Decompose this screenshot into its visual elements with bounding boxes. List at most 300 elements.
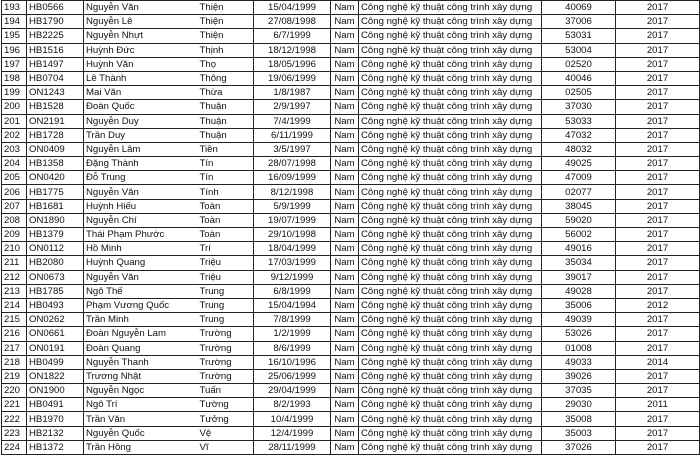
gender-cell: Nam <box>331 412 359 426</box>
major-cell: Công nghệ kỹ thuật công trình xây dựng <box>359 369 542 383</box>
code-cell: 53004 <box>542 43 616 57</box>
birth-date-cell: 19/07/1999 <box>254 213 331 227</box>
code-cell: 02520 <box>542 57 616 71</box>
row-number-cell: 206 <box>2 185 27 199</box>
surname-cell: Thái Phạm Phước <box>84 228 198 242</box>
given-name-cell: Trung <box>198 284 254 298</box>
surname-cell: Đoàn Nguyễn Lam <box>84 327 198 341</box>
year-cell: 2017 <box>616 199 700 213</box>
birth-date-cell: 16/09/1999 <box>254 171 331 185</box>
surname-cell: Nguyễn Văn <box>84 270 198 284</box>
row-number-cell: 209 <box>2 228 27 242</box>
surname-cell: Nguyễn Văn <box>84 1 198 15</box>
year-cell: 2017 <box>616 185 700 199</box>
given-name-cell: Thiện <box>198 15 254 29</box>
surname-cell: Đỗ Trung <box>84 171 198 185</box>
student-id-cell: HB0499 <box>27 355 84 369</box>
surname-cell: Huỳnh Đức <box>84 43 198 57</box>
row-number-cell: 212 <box>2 270 27 284</box>
birth-date-cell: 6/8/1999 <box>254 284 331 298</box>
code-cell: 39017 <box>542 270 616 284</box>
gender-cell: Nam <box>331 171 359 185</box>
major-cell: Công nghệ kỹ thuật công trình xây dựng <box>359 29 542 43</box>
gender-cell: Nam <box>331 398 359 412</box>
code-cell: 40046 <box>542 71 616 85</box>
gender-cell: Nam <box>331 100 359 114</box>
birth-date-cell: 1/8/1987 <box>254 86 331 100</box>
table-row <box>2 412 700 426</box>
gender-cell: Nam <box>331 86 359 100</box>
table-row <box>2 213 700 227</box>
student-id-cell: ON0262 <box>27 313 84 327</box>
birth-date-cell: 1/2/1999 <box>254 327 331 341</box>
row-number-cell: 194 <box>2 15 27 29</box>
table-row <box>2 327 700 341</box>
table-row <box>2 228 700 242</box>
given-name-cell: Trung <box>198 313 254 327</box>
table-row <box>2 100 700 114</box>
gender-cell: Nam <box>331 426 359 440</box>
code-cell: 49028 <box>542 284 616 298</box>
gender-cell: Nam <box>331 29 359 43</box>
row-number-cell: 216 <box>2 327 27 341</box>
year-cell: 2017 <box>616 43 700 57</box>
row-number-cell: 220 <box>2 384 27 398</box>
row-number-cell: 221 <box>2 398 27 412</box>
birth-date-cell: 8/2/1993 <box>254 398 331 412</box>
year-cell: 2017 <box>616 228 700 242</box>
year-cell: 2017 <box>616 440 700 454</box>
gender-cell: Nam <box>331 298 359 312</box>
row-number-cell: 205 <box>2 171 27 185</box>
birth-date-cell: 29/04/1999 <box>254 384 331 398</box>
row-number-cell: 198 <box>2 71 27 85</box>
year-cell: 2011 <box>616 398 700 412</box>
student-id-cell: ON1243 <box>27 86 84 100</box>
gender-cell: Nam <box>331 284 359 298</box>
year-cell: 2017 <box>616 1 700 15</box>
birth-date-cell: 6/11/1999 <box>254 128 331 142</box>
major-cell: Công nghệ kỹ thuật công trình xây dựng <box>359 1 542 15</box>
table-row <box>2 298 700 312</box>
surname-cell: Nguyễn Thanh <box>84 355 198 369</box>
major-cell: Công nghệ kỹ thuật công trình xây dựng <box>359 157 542 171</box>
surname-cell: Trần Minh <box>84 313 198 327</box>
student-id-cell: HB1785 <box>27 284 84 298</box>
surname-cell: Nguyễn Ngọc <box>84 384 198 398</box>
code-cell: 59020 <box>542 213 616 227</box>
given-name-cell: Thọ <box>198 57 254 71</box>
row-number-cell: 197 <box>2 57 27 71</box>
student-id-cell: HB0566 <box>27 1 84 15</box>
major-cell: Công nghệ kỹ thuật công trình xây dựng <box>359 270 542 284</box>
year-cell: 2017 <box>616 256 700 270</box>
student-id-cell: HB1728 <box>27 128 84 142</box>
major-cell: Công nghệ kỹ thuật công trình xây dựng <box>359 199 542 213</box>
surname-cell: Nguyễn Quốc <box>84 426 198 440</box>
code-cell: 37026 <box>542 440 616 454</box>
given-name-cell: Vệ <box>198 426 254 440</box>
major-cell: Công nghệ kỹ thuật công trình xây dựng <box>359 86 542 100</box>
code-cell: 40069 <box>542 1 616 15</box>
major-cell: Công nghệ kỹ thuật công trình xây dựng <box>359 57 542 71</box>
gender-cell: Nam <box>331 355 359 369</box>
year-cell: 2017 <box>616 71 700 85</box>
birth-date-cell: 17/03/1999 <box>254 256 331 270</box>
row-number-cell: 217 <box>2 341 27 355</box>
given-name-cell: Tín <box>198 171 254 185</box>
birth-date-cell: 29/10/1998 <box>254 228 331 242</box>
year-cell: 2017 <box>616 426 700 440</box>
major-cell: Công nghệ kỹ thuật công trình xây dựng <box>359 412 542 426</box>
given-name-cell: Tín <box>198 157 254 171</box>
gender-cell: Nam <box>331 114 359 128</box>
year-cell: 2017 <box>616 384 700 398</box>
given-name-cell: Tưởng <box>198 412 254 426</box>
table-row <box>2 86 700 100</box>
major-cell: Công nghệ kỹ thuật công trình xây dựng <box>359 313 542 327</box>
student-id-cell: HB1528 <box>27 100 84 114</box>
row-number-cell: 213 <box>2 284 27 298</box>
code-cell: 49016 <box>542 242 616 256</box>
birth-date-cell: 12/4/1999 <box>254 426 331 440</box>
table-row <box>2 71 700 85</box>
code-cell: 02505 <box>542 86 616 100</box>
table-row <box>2 199 700 213</box>
student-id-cell: ON0661 <box>27 327 84 341</box>
major-cell: Công nghệ kỹ thuật công trình xây dựng <box>359 384 542 398</box>
table-row <box>2 313 700 327</box>
surname-cell: Ngô Thế <box>84 284 198 298</box>
student-id-cell: ON0673 <box>27 270 84 284</box>
student-id-cell: HB1379 <box>27 228 84 242</box>
student-id-cell: ON0409 <box>27 142 84 156</box>
birth-date-cell: 7/4/1999 <box>254 114 331 128</box>
row-number-cell: 203 <box>2 142 27 156</box>
gender-cell: Nam <box>331 1 359 15</box>
given-name-cell: Tuấn <box>198 384 254 398</box>
student-id-cell: HB1372 <box>27 440 84 454</box>
code-cell: 35006 <box>542 298 616 312</box>
code-cell: 49025 <box>542 157 616 171</box>
code-cell: 53033 <box>542 114 616 128</box>
student-id-cell: HB1516 <box>27 43 84 57</box>
birth-date-cell: 15/04/1994 <box>254 298 331 312</box>
given-name-cell: Thiện <box>198 1 254 15</box>
given-name-cell: Thuận <box>198 100 254 114</box>
major-cell: Công nghệ kỹ thuật công trình xây dựng <box>359 142 542 156</box>
year-cell: 2017 <box>616 157 700 171</box>
code-cell: 49033 <box>542 355 616 369</box>
major-cell: Công nghệ kỹ thuật công trình xây dựng <box>359 213 542 227</box>
year-cell: 2017 <box>616 142 700 156</box>
given-name-cell: Vĩ <box>198 440 254 454</box>
table-row <box>2 185 700 199</box>
row-number-cell: 215 <box>2 313 27 327</box>
surname-cell: Phạm Vương Quốc <box>84 298 198 312</box>
given-name-cell: Thịnh <box>198 43 254 57</box>
gender-cell: Nam <box>331 270 359 284</box>
code-cell: 47009 <box>542 171 616 185</box>
row-number-cell: 208 <box>2 213 27 227</box>
birth-date-cell: 9/12/1999 <box>254 270 331 284</box>
surname-cell: Đoàn Quốc <box>84 100 198 114</box>
table-row <box>2 157 700 171</box>
row-number-cell: 193 <box>2 1 27 15</box>
given-name-cell: Toàn <box>198 228 254 242</box>
birth-date-cell: 10/4/1999 <box>254 412 331 426</box>
gender-cell: Nam <box>331 57 359 71</box>
birth-date-cell: 2/9/1997 <box>254 100 331 114</box>
year-cell: 2017 <box>616 15 700 29</box>
year-cell: 2017 <box>616 213 700 227</box>
code-cell: 39026 <box>542 369 616 383</box>
birth-date-cell: 7/8/1999 <box>254 313 331 327</box>
major-cell: Công nghệ kỹ thuật công trình xây dựng <box>359 341 542 355</box>
year-cell: 2017 <box>616 327 700 341</box>
year-cell: 2017 <box>616 284 700 298</box>
year-cell: 2017 <box>616 114 700 128</box>
student-id-cell: HB1970 <box>27 412 84 426</box>
surname-cell: Đặng Thành <box>84 157 198 171</box>
student-id-cell: HB1681 <box>27 199 84 213</box>
table-row <box>2 1 700 15</box>
birth-date-cell: 16/10/1996 <box>254 355 331 369</box>
given-name-cell: Toàn <box>198 199 254 213</box>
birth-date-cell: 18/12/1998 <box>254 43 331 57</box>
student-id-cell: HB2225 <box>27 29 84 43</box>
given-name-cell: Trường <box>198 355 254 369</box>
row-number-cell: 218 <box>2 355 27 369</box>
student-id-cell: ON0420 <box>27 171 84 185</box>
gender-cell: Nam <box>331 327 359 341</box>
table-row <box>2 284 700 298</box>
surname-cell: Nguyễn Lâm <box>84 142 198 156</box>
table-row <box>2 57 700 71</box>
table-row <box>2 398 700 412</box>
student-id-cell: HB0491 <box>27 398 84 412</box>
major-cell: Công nghệ kỹ thuật công trình xây dựng <box>359 114 542 128</box>
birth-date-cell: 5/9/1999 <box>254 199 331 213</box>
year-cell: 2017 <box>616 412 700 426</box>
student-id-cell: HB1790 <box>27 15 84 29</box>
gender-cell: Nam <box>331 369 359 383</box>
code-cell: 37006 <box>542 15 616 29</box>
surname-cell: Trần Văn <box>84 412 198 426</box>
table-row <box>2 426 700 440</box>
gender-cell: Nam <box>331 142 359 156</box>
surname-cell: Lê Thành <box>84 71 198 85</box>
table-row <box>2 43 700 57</box>
row-number-cell: 199 <box>2 86 27 100</box>
table-row <box>2 341 700 355</box>
major-cell: Công nghệ kỹ thuật công trình xây dựng <box>359 228 542 242</box>
surname-cell: Mai Văn <box>84 86 198 100</box>
student-id-cell: ON2191 <box>27 114 84 128</box>
row-number-cell: 224 <box>2 440 27 454</box>
given-name-cell: Thừa <box>198 86 254 100</box>
given-name-cell: Thông <box>198 71 254 85</box>
year-cell: 2017 <box>616 128 700 142</box>
code-cell: 35003 <box>542 426 616 440</box>
student-id-cell: ON0112 <box>27 242 84 256</box>
gender-cell: Nam <box>331 43 359 57</box>
gender-cell: Nam <box>331 199 359 213</box>
row-number-cell: 204 <box>2 157 27 171</box>
birth-date-cell: 27/08/1998 <box>254 15 331 29</box>
given-name-cell: Trường <box>198 341 254 355</box>
code-cell: 35034 <box>542 256 616 270</box>
major-cell: Công nghệ kỹ thuật công trình xây dựng <box>359 284 542 298</box>
gender-cell: Nam <box>331 242 359 256</box>
major-cell: Công nghệ kỹ thuật công trình xây dựng <box>359 298 542 312</box>
table-row <box>2 270 700 284</box>
given-name-cell: Thiện <box>198 29 254 43</box>
given-name-cell: Thuận <box>198 128 254 142</box>
row-number-cell: 211 <box>2 256 27 270</box>
table-row <box>2 128 700 142</box>
row-number-cell: 195 <box>2 29 27 43</box>
birth-date-cell: 8/12/1998 <box>254 185 331 199</box>
code-cell: 48032 <box>542 142 616 156</box>
gender-cell: Nam <box>331 313 359 327</box>
major-cell: Công nghệ kỹ thuật công trình xây dựng <box>359 128 542 142</box>
gender-cell: Nam <box>331 256 359 270</box>
row-number-cell: 214 <box>2 298 27 312</box>
year-cell: 2017 <box>616 313 700 327</box>
code-cell: 38045 <box>542 199 616 213</box>
code-cell: 37035 <box>542 384 616 398</box>
year-cell: 2017 <box>616 57 700 71</box>
surname-cell: Huỳnh Quang <box>84 256 198 270</box>
year-cell: 2017 <box>616 100 700 114</box>
table-row <box>2 171 700 185</box>
student-id-cell: HB1775 <box>27 185 84 199</box>
gender-cell: Nam <box>331 440 359 454</box>
row-number-cell: 202 <box>2 128 27 142</box>
table-row <box>2 15 700 29</box>
gender-cell: Nam <box>331 384 359 398</box>
code-cell: 35008 <box>542 412 616 426</box>
surname-cell: Trần Duy <box>84 128 198 142</box>
code-cell: 53031 <box>542 29 616 43</box>
gender-cell: Nam <box>331 213 359 227</box>
student-id-cell: HB2132 <box>27 426 84 440</box>
given-name-cell: Tường <box>198 398 254 412</box>
given-name-cell: Trường <box>198 327 254 341</box>
year-cell: 2012 <box>616 298 700 312</box>
table-row <box>2 384 700 398</box>
major-cell: Công nghệ kỹ thuật công trình xây dựng <box>359 185 542 199</box>
major-cell: Công nghệ kỹ thuật công trình xây dựng <box>359 43 542 57</box>
student-id-cell: HB2080 <box>27 256 84 270</box>
row-number-cell: 207 <box>2 199 27 213</box>
birth-date-cell: 19/06/1999 <box>254 71 331 85</box>
gender-cell: Nam <box>331 185 359 199</box>
student-id-cell: ON1900 <box>27 384 84 398</box>
table-row <box>2 256 700 270</box>
student-id-cell: HB0493 <box>27 298 84 312</box>
gender-cell: Nam <box>331 157 359 171</box>
given-name-cell: Tiền <box>198 142 254 156</box>
given-name-cell: Toàn <box>198 213 254 227</box>
surname-cell: Trương Nhật <box>84 369 198 383</box>
major-cell: Công nghệ kỹ thuật công trình xây dựng <box>359 100 542 114</box>
birth-date-cell: 6/7/1999 <box>254 29 331 43</box>
surname-cell: Nguyễn Văn <box>84 185 198 199</box>
student-id-cell: HB0704 <box>27 71 84 85</box>
major-cell: Công nghệ kỹ thuật công trình xây dựng <box>359 426 542 440</box>
given-name-cell: Triệu <box>198 256 254 270</box>
row-number-cell: 219 <box>2 369 27 383</box>
table-row <box>2 29 700 43</box>
year-cell: 2017 <box>616 242 700 256</box>
year-cell: 2017 <box>616 341 700 355</box>
birth-date-cell: 15/04/1999 <box>254 1 331 15</box>
surname-cell: Nguyễn Duy <box>84 114 198 128</box>
major-cell: Công nghệ kỹ thuật công trình xây dựng <box>359 355 542 369</box>
student-id-cell: HB1497 <box>27 57 84 71</box>
table-row <box>2 440 700 454</box>
birth-date-cell: 18/05/1996 <box>254 57 331 71</box>
year-cell: 2017 <box>616 369 700 383</box>
row-number-cell: 210 <box>2 242 27 256</box>
code-cell: 56002 <box>542 228 616 242</box>
surname-cell: Trần Hồng <box>84 440 198 454</box>
birth-date-cell: 8/6/1999 <box>254 341 331 355</box>
surname-cell: Đoàn Quang <box>84 341 198 355</box>
given-name-cell: Trung <box>198 298 254 312</box>
table-row <box>2 242 700 256</box>
gender-cell: Nam <box>331 341 359 355</box>
table-row <box>2 355 700 369</box>
row-number-cell: 223 <box>2 426 27 440</box>
major-cell: Công nghệ kỹ thuật công trình xây dựng <box>359 71 542 85</box>
given-name-cell: Thuận <box>198 114 254 128</box>
student-id-cell: HB1358 <box>27 157 84 171</box>
student-id-cell: ON1890 <box>27 213 84 227</box>
given-name-cell: Tính <box>198 185 254 199</box>
code-cell: 53026 <box>542 327 616 341</box>
year-cell: 2017 <box>616 86 700 100</box>
table-row <box>2 369 700 383</box>
birth-date-cell: 28/11/1999 <box>254 440 331 454</box>
row-number-cell: 196 <box>2 43 27 57</box>
given-name-cell: Triệu <box>198 270 254 284</box>
surname-cell: Ngô Trí <box>84 398 198 412</box>
major-cell: Công nghệ kỹ thuật công trình xây dựng <box>359 15 542 29</box>
row-number-cell: 222 <box>2 412 27 426</box>
surname-cell: Nguyễn Chí <box>84 213 198 227</box>
birth-date-cell: 18/04/1999 <box>254 242 331 256</box>
gender-cell: Nam <box>331 128 359 142</box>
birth-date-cell: 28/07/1998 <box>254 157 331 171</box>
row-number-cell: 201 <box>2 114 27 128</box>
given-name-cell: Trường <box>198 369 254 383</box>
gender-cell: Nam <box>331 71 359 85</box>
code-cell: 37030 <box>542 100 616 114</box>
year-cell: 2017 <box>616 29 700 43</box>
gender-cell: Nam <box>331 228 359 242</box>
table-body <box>2 1 700 455</box>
major-cell: Công nghệ kỹ thuật công trình xây dựng <box>359 171 542 185</box>
surname-cell: Nguyễn Lê <box>84 15 198 29</box>
row-number-cell: 200 <box>2 100 27 114</box>
year-cell: 2017 <box>616 270 700 284</box>
surname-cell: Huỳnh Văn <box>84 57 198 71</box>
student-id-cell: ON1822 <box>27 369 84 383</box>
code-cell: 02077 <box>542 185 616 199</box>
